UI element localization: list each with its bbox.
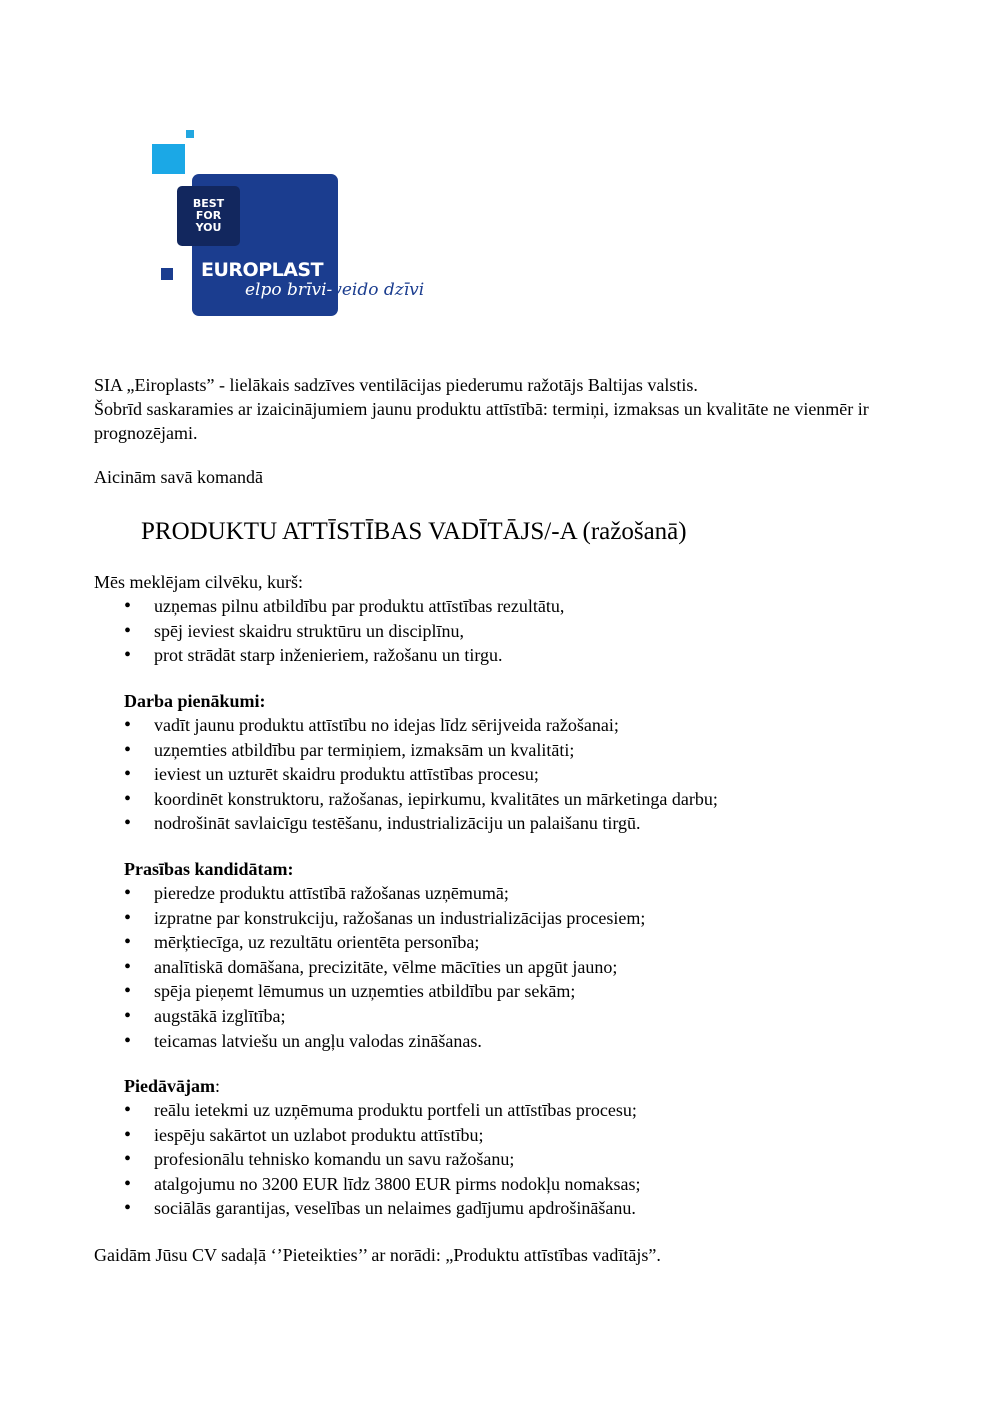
list-item: • pieredze produktu attīstībā ražošanas uzņēmumā; — [94, 881, 645, 906]
badge-line-1: BEST — [192, 197, 225, 210]
list-item: • izpratne par konstrukciju, ražošanas un industrializācijas procesiem; — [94, 906, 645, 931]
list-item: • nodrošināt savlaicīgu testēšanu, industrializāciju un palaišanu tirgū. — [94, 811, 718, 836]
offer-heading-colon: : — [214, 1076, 220, 1096]
seeking-lead: Mēs meklējam cilvēku, kurš: — [94, 572, 303, 592]
tagline-part-1: elpo brīvi- — [245, 280, 333, 300]
list-item: • mērķtiecīga, uz rezultātu orientēta personība; — [94, 930, 645, 955]
list-item: • uzņemties atbildību par termiņiem, izmaksām un kvalitāti; — [94, 738, 718, 763]
list-item: • spēja pieņemt lēmumus un uzņemties atbildību par sekām; — [94, 979, 645, 1004]
intro-paragraph — [94, 373, 894, 445]
requirements-list — [94, 881, 645, 1053]
list-item: • profesionālu tehnisko komandu un savu ražošanu; — [94, 1147, 640, 1172]
logo-cyan-square — [152, 144, 185, 174]
list-item: • analītiskā domāšana, precizitāte, vēlme mācīties un apgūt jauno; — [94, 955, 645, 980]
duties-heading: Darba pienākumi: — [124, 691, 266, 711]
invite-text: Aicinām savā komandā — [94, 467, 263, 487]
job-title: PRODUKTU ATTĪSTĪBAS VADĪTĀJS/-A (ražošanā) — [141, 518, 687, 545]
company-logo — [150, 128, 440, 328]
list-item: • augstākā izglītība; — [94, 1004, 645, 1029]
tagline-part-2: veido dzīvi — [332, 280, 425, 300]
duties-list — [94, 713, 718, 836]
offer-heading-text: Piedāvājam — [124, 1076, 215, 1096]
list-item: • koordinēt konstruktoru, ražošanas, iepirkumu, kvalitātes un mārketinga darbu; — [94, 787, 718, 812]
list-item: • atalgojumu no 3200 EUR līdz 3800 EUR pirms nodokļu nomaksas; — [94, 1172, 640, 1197]
logo-badge — [177, 186, 240, 246]
intro-line-1: SIA „Eiroplasts” - lielākais sadzīves ventilācijas piederumu ražotājs Baltijas valstis. — [94, 375, 698, 395]
badge-line-3: YOU — [195, 221, 222, 234]
list-item: • spēj ieviest skaidru struktūru un disciplīnu, — [94, 619, 564, 644]
list-item: • iespēju sakārtot un uzlabot produktu attīstību; — [94, 1123, 640, 1148]
offer-list — [94, 1098, 640, 1221]
list-item: • teicamas latviešu un angļu valodas zināšanas. — [94, 1029, 645, 1054]
logo-tagline — [245, 280, 424, 300]
list-item: • prot strādāt starp inženieriem, ražošanu un tirgu. — [94, 643, 564, 668]
logo-wordmark: EUROPLAST — [201, 259, 324, 281]
list-item: • sociālās garantijas, veselības un nelaimes gadījumu apdrošināšanu. — [94, 1196, 640, 1221]
intro-line-2: Šobrīd saskaramies ar izaicinājumiem jaunu produktu attīstībā: termiņi, izmaksas un kvalitāte ne vienmēr ir prognozējami. — [94, 399, 869, 443]
list-item: • vadīt jaunu produktu attīstību no idejas līdz sērijveida ražošanai; — [94, 713, 718, 738]
closing-text: Gaidām Jūsu CV sadaļā ‘’Pieteikties’’ ar norādi: „Produktu attīstības vadītājs”. — [94, 1245, 661, 1265]
badge-line-2: FOR — [195, 209, 222, 222]
logo-navy-square — [161, 268, 173, 280]
requirements-heading: Prasības kandidātam: — [124, 859, 294, 879]
list-item: • ieviest un uzturēt skaidru produktu attīstības procesu; — [94, 762, 718, 787]
list-item: • reālu ietekmi uz uzņēmuma produktu portfeli un attīstības procesu; — [94, 1098, 640, 1123]
list-item: • uzņemas pilnu atbildību par produktu attīstības rezultātu, — [94, 594, 564, 619]
logo-tiny-square — [186, 130, 194, 138]
offer-heading — [124, 1074, 924, 1098]
seeking-list — [94, 594, 564, 668]
